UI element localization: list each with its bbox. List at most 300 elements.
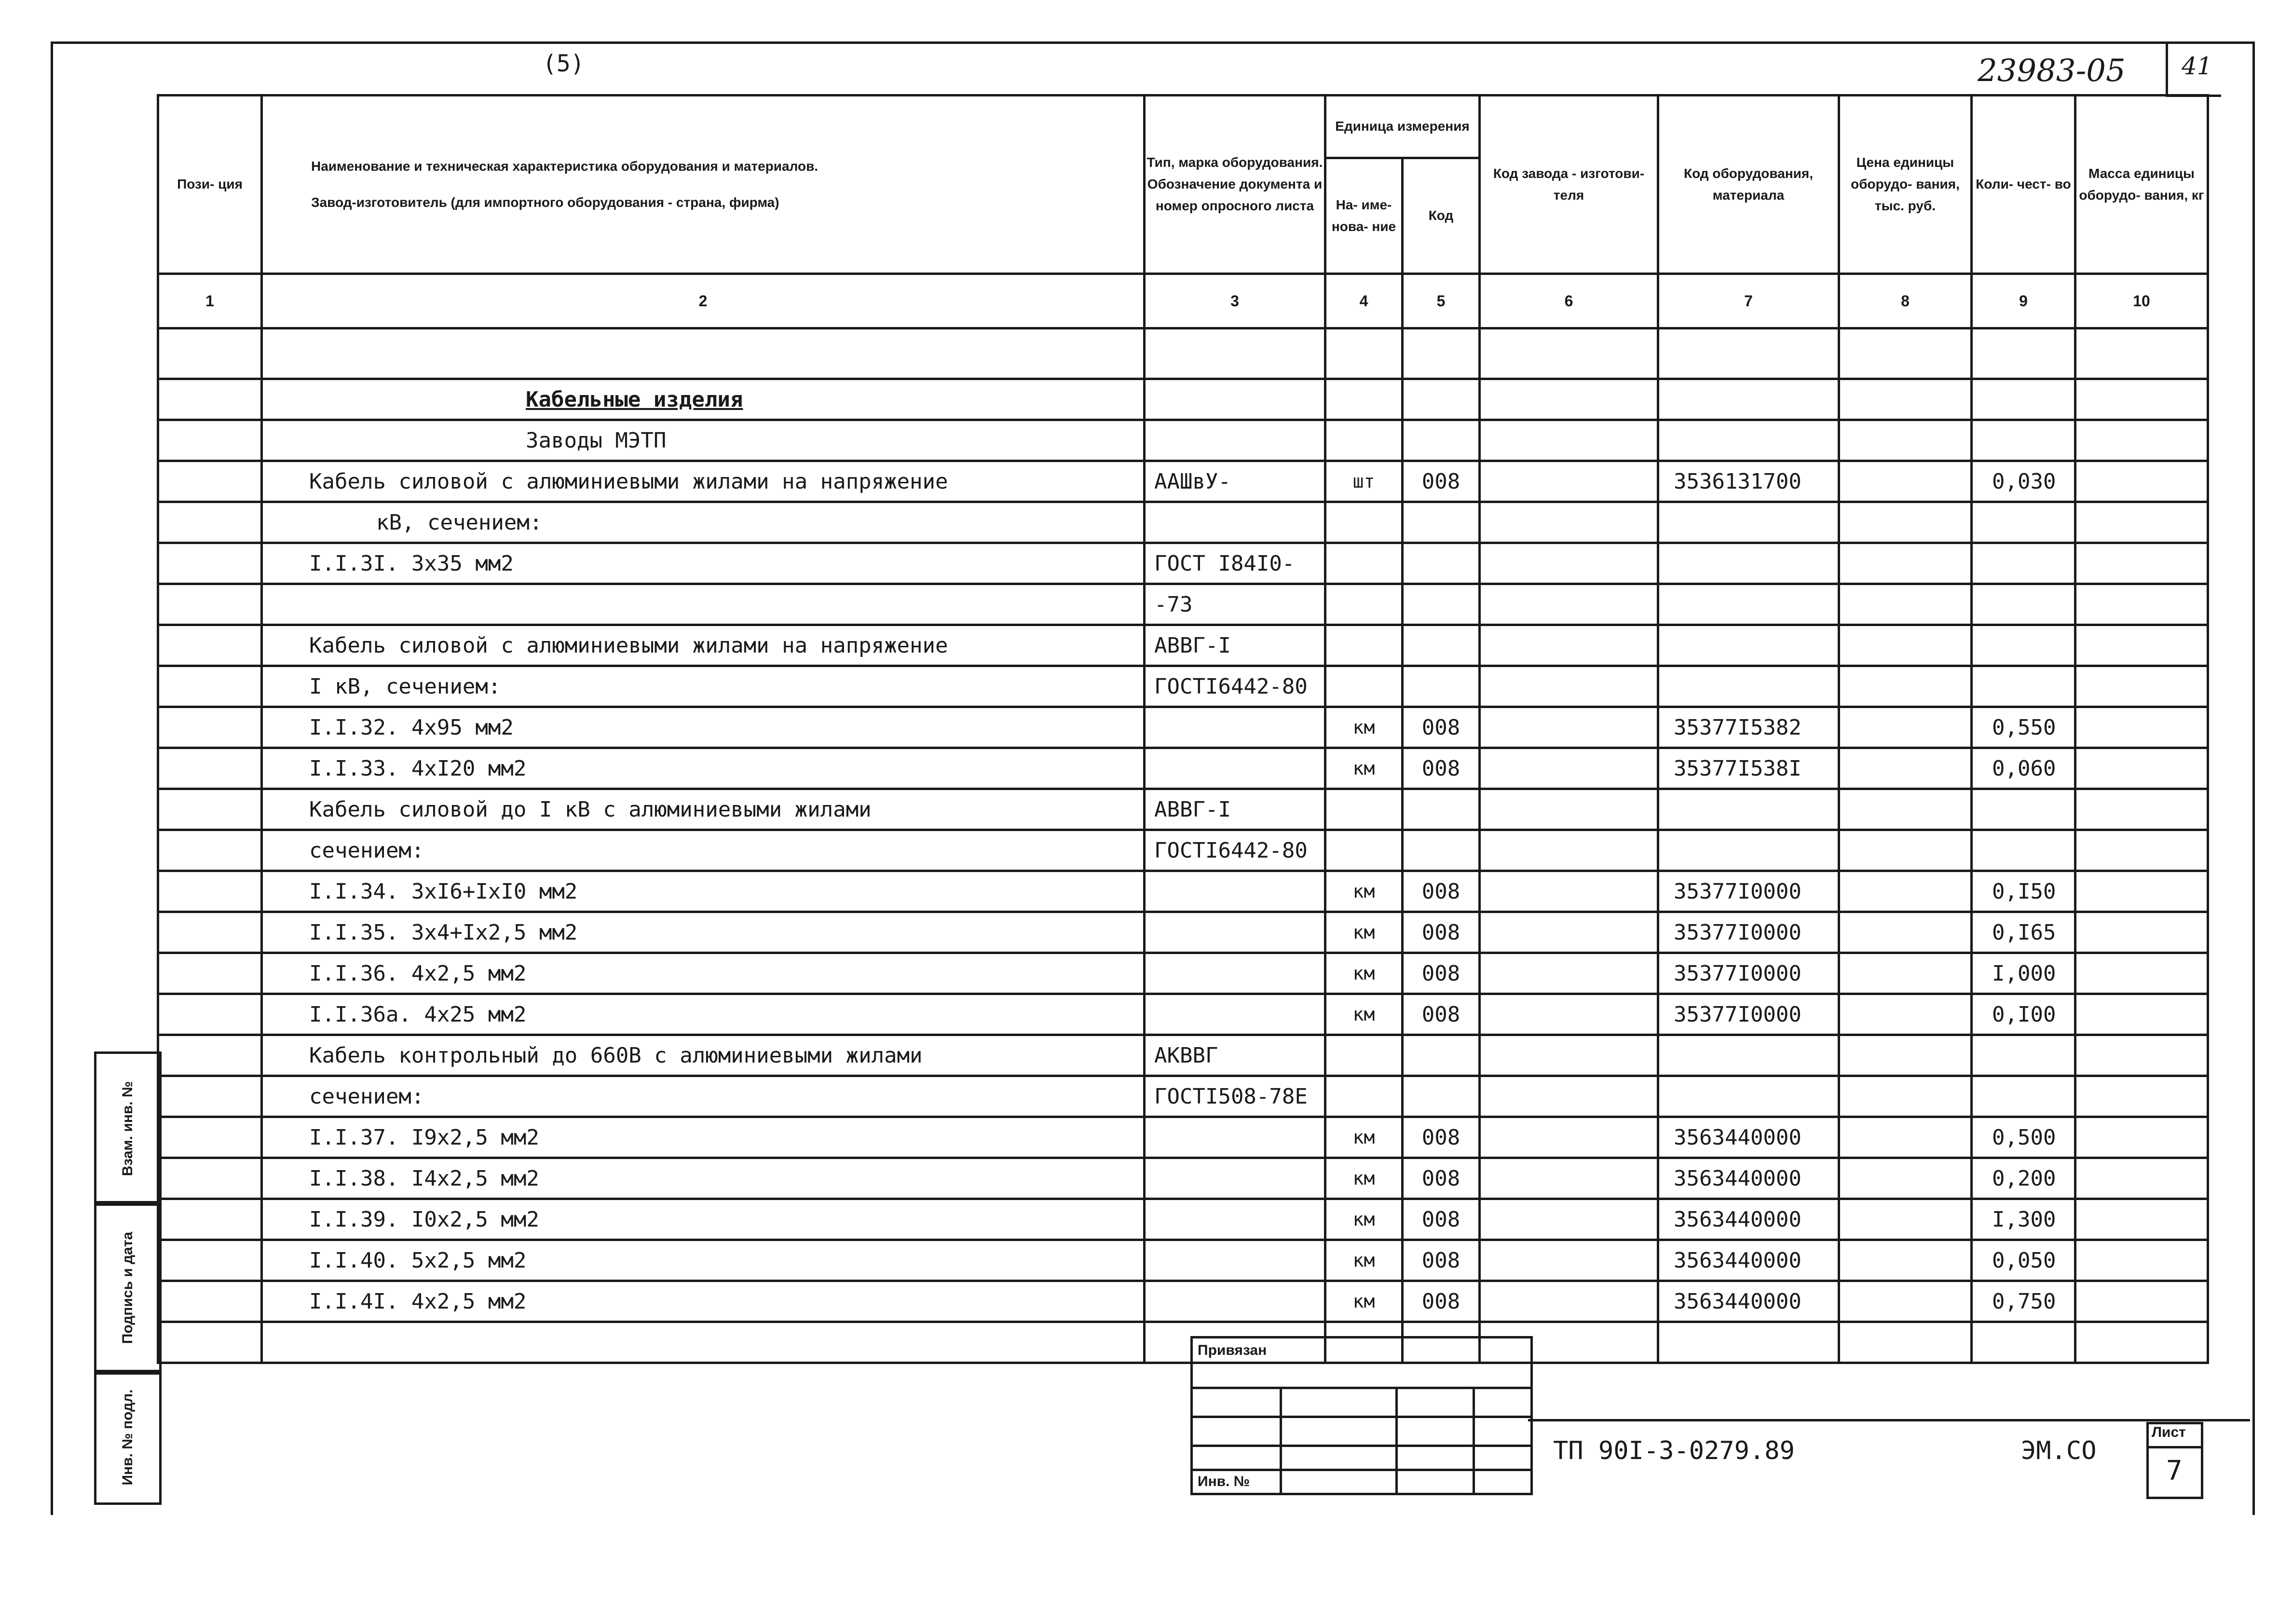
cell-name: I.I.40. 5х2,5 мм2 (262, 1240, 1145, 1281)
cell-qty: 0,030 (1972, 461, 2075, 502)
stamp-line (1395, 1387, 1398, 1493)
cell-unit (1325, 1035, 1403, 1076)
cell-pos (158, 789, 262, 830)
cell-code: 008 (1403, 871, 1480, 912)
cell-qty (1972, 543, 2075, 584)
column-number: 7 (1658, 274, 1839, 328)
cell-name (262, 584, 1145, 625)
table-row (158, 502, 2208, 543)
cell-code: 008 (1403, 748, 1480, 789)
cell-unit: км (1325, 1281, 1403, 1322)
cell-pos (158, 379, 262, 420)
cell-mass (2075, 1117, 2208, 1158)
cell-price (1839, 707, 1972, 748)
cell-code: 008 (1403, 707, 1480, 748)
binding-label: Привязан (1198, 1342, 1267, 1358)
cell-mass (2075, 502, 2208, 543)
table-row (158, 1035, 2208, 1076)
header-name-line1: Наименование и техническая характеристика оборудования и материалов. (311, 158, 819, 174)
cell-code: 008 (1403, 1117, 1480, 1158)
cell-name: Кабель силовой до I кВ с алюминиевыми жилами (262, 789, 1145, 830)
cell-pos (158, 584, 262, 625)
column-number: 6 (1480, 274, 1658, 328)
header-equipment-code: Код оборудования, материала (1658, 96, 1839, 274)
cell-name: I.I.39. I0х2,5 мм2 (262, 1199, 1145, 1240)
cell-price (1839, 1281, 1972, 1322)
cell-factory (1480, 625, 1658, 666)
cell-name (262, 1322, 1145, 1363)
cell-qty (1972, 1322, 2075, 1363)
cell-price (1839, 543, 1972, 584)
table-row (158, 748, 2208, 789)
cell-pos (158, 502, 262, 543)
cell-unit: км (1325, 1199, 1403, 1240)
table-row (158, 1240, 2208, 1281)
cell-qty (1972, 830, 2075, 871)
sheet-box-line (2149, 1446, 2201, 1448)
cell-code (1403, 1076, 1480, 1117)
cell-type: АКВВГ (1145, 1035, 1325, 1076)
cell-mass (2075, 1281, 2208, 1322)
column-number: 1 (158, 274, 262, 328)
cell-mass (2075, 625, 2208, 666)
cell-qty (1972, 1076, 2075, 1117)
table-row (158, 1158, 2208, 1199)
cell-equip: 35377I5382 (1658, 707, 1839, 748)
cell-factory (1480, 1240, 1658, 1281)
cell-name: Кабель силовой с алюминиевыми жилами на напряжение (262, 625, 1145, 666)
stamp-line (1473, 1387, 1475, 1493)
cell-price (1839, 666, 1972, 707)
cell-unit: км (1325, 748, 1403, 789)
cell-unit: км (1325, 1158, 1403, 1199)
cell-mass (2075, 748, 2208, 789)
cell-qty (1972, 502, 2075, 543)
cell-equip: 3536131700 (1658, 461, 1839, 502)
cell-code (1403, 830, 1480, 871)
cell-mass (2075, 912, 2208, 953)
header-unit-name: На- име- нова- ние (1325, 158, 1403, 274)
cell-type (1145, 994, 1325, 1035)
cell-factory (1480, 1199, 1658, 1240)
cell-type (1145, 502, 1325, 543)
cell-factory (1480, 502, 1658, 543)
cell-code: 008 (1403, 1158, 1480, 1199)
table-row (158, 994, 2208, 1035)
specification-table (157, 94, 2209, 1364)
cell-code (1403, 543, 1480, 584)
cell-pos (158, 1240, 262, 1281)
cell-name: I.I.36а. 4х25 мм2 (262, 994, 1145, 1035)
header-unit-code: Код (1403, 158, 1480, 274)
cell-unit (1325, 830, 1403, 871)
document-code: ЭМ.СО (2021, 1436, 2097, 1465)
cell-type: ГОСТI508-78Е (1145, 1076, 1325, 1117)
side-stamp-replace-label: Взам. инв. № (120, 1081, 136, 1176)
table-row (158, 1076, 2208, 1117)
cell-pos (158, 707, 262, 748)
cell-price (1839, 1076, 1972, 1117)
cell-qty: 0,550 (1972, 707, 2075, 748)
header-factory-code: Код завода - изготови- теля (1480, 96, 1658, 274)
cell-type: ГОСТ I84I0- (1145, 543, 1325, 584)
cell-mass (2075, 1322, 2208, 1363)
sheet-corner-box (2166, 41, 2221, 97)
cell-equip (1658, 666, 1839, 707)
binding-stamp (1190, 1336, 1533, 1495)
column-number: 10 (2075, 274, 2208, 328)
cell-type: АВВГ-I (1145, 789, 1325, 830)
cell-mass (2075, 1076, 2208, 1117)
cell-price (1839, 420, 1972, 461)
table-row (158, 625, 2208, 666)
cell-unit: км (1325, 994, 1403, 1035)
cell-price (1839, 953, 1972, 994)
table-row (158, 707, 2208, 748)
stamp-line (1193, 1445, 1530, 1447)
table-row (158, 1322, 2208, 1363)
cell-factory (1480, 1035, 1658, 1076)
cell-mass (2075, 1158, 2208, 1199)
cell-name: I кВ, сечением: (262, 666, 1145, 707)
sheet-box (2146, 1422, 2203, 1499)
document-id: 23983-05 (1978, 53, 2126, 89)
table-row (158, 1199, 2208, 1240)
cell-type: ГОСТI6442-80 (1145, 666, 1325, 707)
page-number: (5) (543, 50, 585, 77)
cell-factory (1480, 912, 1658, 953)
cell-code (1403, 502, 1480, 543)
column-number: 2 (262, 274, 1145, 328)
cell-mass (2075, 789, 2208, 830)
cell-equip (1658, 584, 1839, 625)
stamp-line (1193, 1469, 1530, 1471)
cell-factory (1480, 707, 1658, 748)
document-number: ТП 90I-3-0279.89 (1553, 1436, 1795, 1465)
cell-equip (1658, 543, 1839, 584)
cell-equip (1658, 379, 1839, 420)
cell-code (1403, 420, 1480, 461)
cell-type (1145, 912, 1325, 953)
cell-pos (158, 1281, 262, 1322)
cell-factory (1480, 1281, 1658, 1322)
side-stamp-signature-label: Подпись и дата (120, 1231, 136, 1344)
cell-factory (1480, 379, 1658, 420)
cell-factory (1480, 461, 1658, 502)
side-stamp-replace (94, 1051, 162, 1206)
stamp-line (1193, 1387, 1530, 1389)
cell-type (1145, 748, 1325, 789)
table-row (158, 830, 2208, 871)
cell-factory (1480, 543, 1658, 584)
cell-pos (158, 1158, 262, 1199)
cell-name: I.I.37. I9х2,5 мм2 (262, 1117, 1145, 1158)
cell-equip (1658, 1035, 1839, 1076)
cell-name: I.I.33. 4хI20 мм2 (262, 748, 1145, 789)
cell-qty: 0,750 (1972, 1281, 2075, 1322)
cell-pos (158, 830, 262, 871)
cell-equip: 3563440000 (1658, 1281, 1839, 1322)
cell-type (1145, 707, 1325, 748)
cell-price (1839, 871, 1972, 912)
table-row (158, 584, 2208, 625)
cell-code (1403, 789, 1480, 830)
cell-unit (1325, 543, 1403, 584)
sheet-corner-number: 41 (2182, 52, 2212, 80)
cell-type (1145, 871, 1325, 912)
cell-pos (158, 953, 262, 994)
table-row (158, 543, 2208, 584)
table-row (158, 871, 2208, 912)
cell-unit (1325, 625, 1403, 666)
cell-unit (1325, 420, 1403, 461)
side-stamp-inventory (94, 1370, 162, 1505)
cell-pos (158, 1322, 262, 1363)
cell-factory (1480, 830, 1658, 871)
cell-equip (1658, 830, 1839, 871)
table-row (158, 1281, 2208, 1322)
cell-code (1403, 379, 1480, 420)
cell-factory (1480, 1076, 1658, 1117)
table-row (158, 379, 2208, 420)
side-stamp-signature (94, 1201, 162, 1375)
spacer-row (158, 328, 2208, 379)
cell-type (1145, 1281, 1325, 1322)
cell-name: сечением: (262, 830, 1145, 871)
cell-code: 008 (1403, 1281, 1480, 1322)
cell-mass (2075, 420, 2208, 461)
cell-equip: 35377I538I (1658, 748, 1839, 789)
cell-name: I.I.34. 3хI6+IхI0 мм2 (262, 871, 1145, 912)
cell-factory (1480, 1117, 1658, 1158)
cell-qty: 0,060 (1972, 748, 2075, 789)
cell-unit: км (1325, 1240, 1403, 1281)
column-number: 3 (1145, 274, 1325, 328)
table-body (158, 379, 2208, 1363)
header-quantity: Коли- чест- во (1972, 96, 2075, 274)
cell-unit (1325, 666, 1403, 707)
cell-pos (158, 871, 262, 912)
cell-factory (1480, 994, 1658, 1035)
cell-price (1839, 461, 1972, 502)
cell-price (1839, 1199, 1972, 1240)
cell-mass (2075, 379, 2208, 420)
cell-unit (1325, 789, 1403, 830)
cell-equip (1658, 420, 1839, 461)
table-row (158, 666, 2208, 707)
cell-equip: 3563440000 (1658, 1158, 1839, 1199)
cell-pos (158, 1035, 262, 1076)
cell-equip (1658, 1076, 1839, 1117)
cell-price (1839, 830, 1972, 871)
cell-pos (158, 1199, 262, 1240)
cell-mass (2075, 994, 2208, 1035)
cell-unit: км (1325, 1117, 1403, 1158)
cell-mass (2075, 707, 2208, 748)
cell-unit (1325, 502, 1403, 543)
table-row (158, 1117, 2208, 1158)
cell-code: 008 (1403, 994, 1480, 1035)
header-price: Цена единицы оборудо- вания, тыс. руб. (1839, 96, 1972, 274)
cell-type: ААШвУ- (1145, 461, 1325, 502)
cell-equip: 35377I0000 (1658, 871, 1839, 912)
cell-equip (1658, 1322, 1839, 1363)
column-number: 5 (1403, 274, 1480, 328)
cell-type (1145, 379, 1325, 420)
cell-equip: 35377I0000 (1658, 912, 1839, 953)
cell-unit: км (1325, 707, 1403, 748)
cell-code: 008 (1403, 912, 1480, 953)
cell-name: Кабель контрольный до 660В с алюминиевыми жилами (262, 1035, 1145, 1076)
cell-unit: шт (1325, 461, 1403, 502)
cell-type (1145, 953, 1325, 994)
cell-price (1839, 912, 1972, 953)
cell-price (1839, 502, 1972, 543)
cell-pos (158, 420, 262, 461)
cell-name: I.I.36. 4х2,5 мм2 (262, 953, 1145, 994)
cell-mass (2075, 871, 2208, 912)
cell-type: -73 (1145, 584, 1325, 625)
cell-type (1145, 1240, 1325, 1281)
cell-factory (1480, 420, 1658, 461)
cell-mass (2075, 461, 2208, 502)
cell-type: АВВГ-I (1145, 625, 1325, 666)
header-type: Тип, марка оборудования. Обозначение документа и номер опросного листа (1145, 96, 1325, 274)
cell-qty (1972, 379, 2075, 420)
cell-pos (158, 625, 262, 666)
cell-price (1839, 379, 1972, 420)
cell-unit (1325, 584, 1403, 625)
cell-name: I.I.38. I4х2,5 мм2 (262, 1158, 1145, 1199)
cell-code (1403, 1035, 1480, 1076)
cell-pos (158, 543, 262, 584)
cell-price (1839, 584, 1972, 625)
cell-price (1839, 625, 1972, 666)
cell-type (1145, 1158, 1325, 1199)
cell-qty: 0,500 (1972, 1117, 2075, 1158)
cell-equip: 3563440000 (1658, 1117, 1839, 1158)
cell-pos (158, 994, 262, 1035)
cell-factory (1480, 1158, 1658, 1199)
cell-qty (1972, 789, 2075, 830)
cell-type (1145, 420, 1325, 461)
cell-code (1403, 584, 1480, 625)
cell-unit (1325, 379, 1403, 420)
cell-qty (1972, 1035, 2075, 1076)
cell-code (1403, 666, 1480, 707)
cell-pos (158, 748, 262, 789)
cell-mass (2075, 1035, 2208, 1076)
cell-unit: км (1325, 953, 1403, 994)
cell-price (1839, 1158, 1972, 1199)
cell-type (1145, 1199, 1325, 1240)
cell-price (1839, 1322, 1972, 1363)
column-numbers-row (158, 274, 2208, 328)
cell-factory (1480, 953, 1658, 994)
table-row (158, 420, 2208, 461)
cell-price (1839, 1035, 1972, 1076)
cell-equip: 3563440000 (1658, 1240, 1839, 1281)
cell-code: 008 (1403, 1240, 1480, 1281)
cell-name: кВ, сечением: (262, 502, 1145, 543)
column-number: 4 (1325, 274, 1403, 328)
column-number: 9 (1972, 274, 2075, 328)
cell-equip (1658, 625, 1839, 666)
cell-qty: I,000 (1972, 953, 2075, 994)
cell-price (1839, 789, 1972, 830)
sheet-label: Лист (2152, 1424, 2186, 1440)
cell-equip (1658, 502, 1839, 543)
cell-price (1839, 1240, 1972, 1281)
cell-unit: км (1325, 871, 1403, 912)
header-name (262, 96, 1145, 274)
table-row (158, 789, 2208, 830)
cell-mass (2075, 543, 2208, 584)
cell-mass (2075, 830, 2208, 871)
cell-factory (1480, 584, 1658, 625)
cell-equip (1658, 789, 1839, 830)
cell-mass (2075, 666, 2208, 707)
cell-pos (158, 912, 262, 953)
cell-name: I.I.35. 3х4+Iх2,5 мм2 (262, 912, 1145, 953)
cell-code: 008 (1403, 461, 1480, 502)
cell-name: Кабельные изделия (262, 379, 1145, 420)
cell-pos (158, 666, 262, 707)
table-row (158, 912, 2208, 953)
cell-qty: 0,200 (1972, 1158, 2075, 1199)
cell-equip: 35377I0000 (1658, 953, 1839, 994)
table-row (158, 461, 2208, 502)
cell-factory (1480, 789, 1658, 830)
cell-factory (1480, 748, 1658, 789)
cell-name: I.I.3I. 3х35 мм2 (262, 543, 1145, 584)
sheet-number: 7 (2166, 1455, 2183, 1487)
cell-price (1839, 994, 1972, 1035)
cell-mass (2075, 953, 2208, 994)
cell-mass (2075, 584, 2208, 625)
table-row (158, 953, 2208, 994)
cell-code: 008 (1403, 953, 1480, 994)
cell-mass (2075, 1199, 2208, 1240)
cell-code (1403, 625, 1480, 666)
cell-name: Заводы МЭТП (262, 420, 1145, 461)
cell-qty: 0,I00 (1972, 994, 2075, 1035)
cell-pos (158, 461, 262, 502)
cell-qty (1972, 584, 2075, 625)
cell-code: 008 (1403, 1199, 1480, 1240)
cell-equip: 3563440000 (1658, 1199, 1839, 1240)
header-position: Пози- ция (158, 96, 262, 274)
header-unit-group: Единица измерения (1325, 96, 1480, 158)
inventory-label: Инв. № (1198, 1474, 1250, 1489)
cell-qty: 0,050 (1972, 1240, 2075, 1281)
cell-pos (158, 1117, 262, 1158)
stamp-line (1280, 1387, 1282, 1493)
cell-name: I.I.4I. 4х2,5 мм2 (262, 1281, 1145, 1322)
cell-price (1839, 1117, 1972, 1158)
cell-type: ГОСТI6442-80 (1145, 830, 1325, 871)
cell-unit (1325, 1076, 1403, 1117)
cell-name: Кабель силовой с алюминиевыми жилами на напряжение (262, 461, 1145, 502)
cell-price (1839, 748, 1972, 789)
header-name-line2: Завод-изготовитель (для импортного оборудования - страна, фирма) (311, 194, 779, 210)
cell-name: I.I.32. 4х95 мм2 (262, 707, 1145, 748)
cell-factory (1480, 871, 1658, 912)
cell-qty: 0,I65 (1972, 912, 2075, 953)
cell-unit: км (1325, 912, 1403, 953)
cell-qty (1972, 625, 2075, 666)
cell-mass (2075, 1240, 2208, 1281)
